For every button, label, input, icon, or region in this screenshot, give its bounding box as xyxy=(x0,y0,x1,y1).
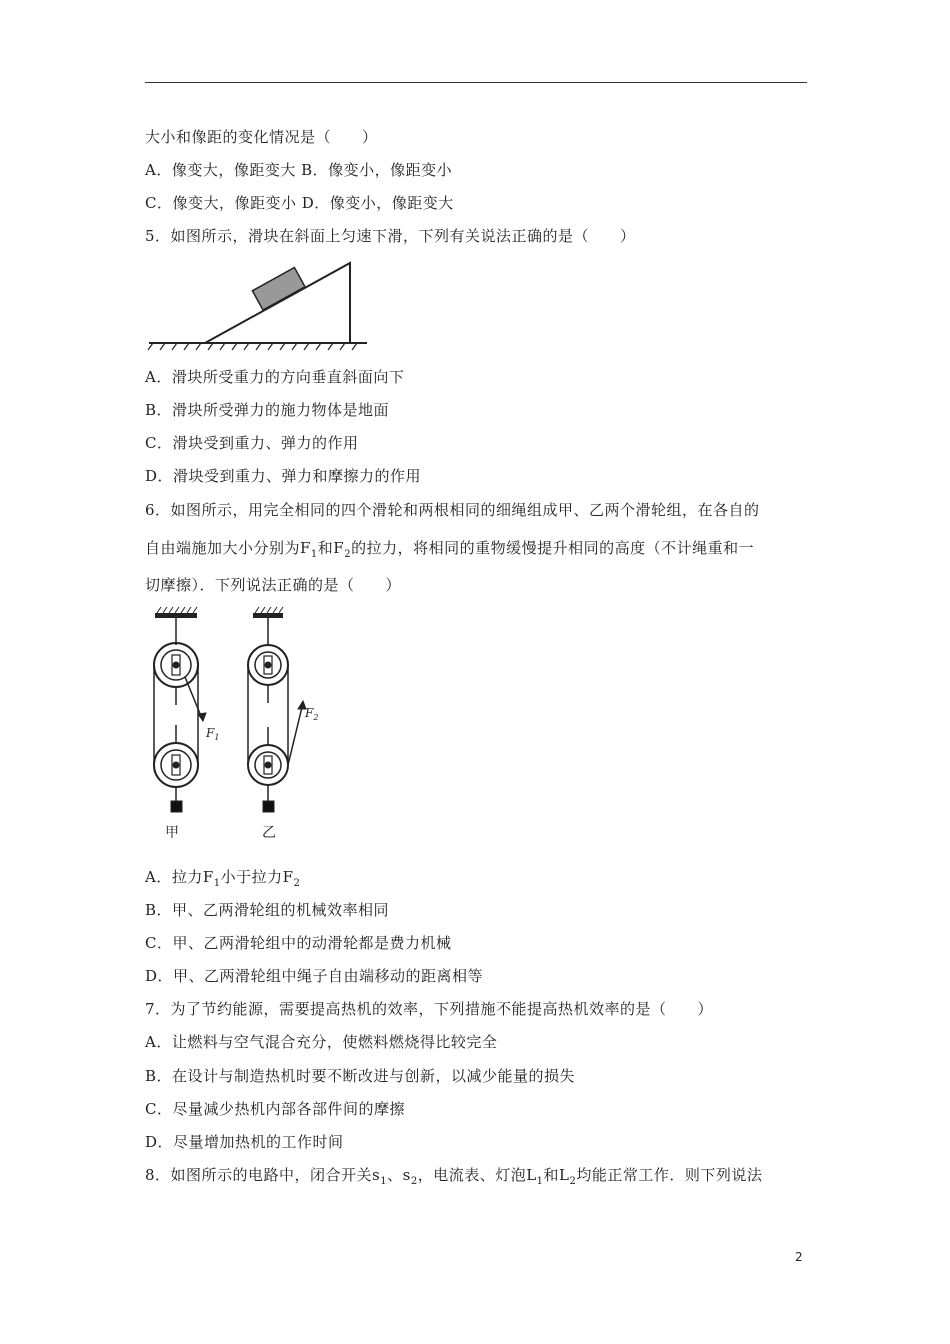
option-line: C．尽量减少热机内部各部件间的摩擦 xyxy=(145,1100,405,1118)
incline-triangle xyxy=(205,263,350,343)
ground-hatching xyxy=(148,343,357,350)
question-8: 8．如图所示的电路中，闭合开关$s_1$、$s_2$，电流表、灯泡$L_1$和$L_2$均能正常工作．则下列说法 xyxy=(145,1166,763,1187)
force-label-f2: $F_2$ xyxy=(305,706,319,722)
page-number: 2 xyxy=(795,1250,803,1264)
label-yi: 乙 xyxy=(262,825,276,841)
pulley-system-left xyxy=(154,607,206,812)
label-jia: 甲 xyxy=(165,825,179,841)
option-line: B．滑块所受弹力的施力物体是地面 xyxy=(145,401,390,419)
question-7: 7．为了节约能源，需要提高热机的效率，下列措施不能提高热机效率的是（ ） xyxy=(145,1000,714,1018)
text-line: 切摩擦）．下列说法正确的是（ ） xyxy=(145,576,402,594)
pulley-system-right xyxy=(248,607,306,812)
pulley-figure xyxy=(145,605,325,845)
incline-figure xyxy=(145,255,375,355)
question-5: 5．如图所示，滑块在斜面上匀速下滑，下列有关说法正确的是（ ） xyxy=(145,227,636,245)
option-line: D．滑块受到重力、弹力和摩擦力的作用 xyxy=(145,467,422,485)
text-line: 自由端施加大小分别为$F_1$和$F_2$的拉力，将相同的重物缓慢提升相同的高度（不计绳重和一 xyxy=(145,539,755,560)
option-line: B．在设计与制造热机时要不断改进与创新，以减少能量的损失 xyxy=(145,1067,576,1085)
option-line: D．甲、乙两滑轮组中绳子自由端移动的距离相等 xyxy=(145,967,484,985)
option-line: C．甲、乙两滑轮组中的动滑轮都是费力机械 xyxy=(145,934,452,952)
option-line: A．让燃料与空气混合充分，使燃料燃烧得比较完全 xyxy=(145,1033,498,1051)
option-line: C．像变大，像距变小 D．像变小，像距变大 xyxy=(145,194,454,212)
question-6: 6．如图所示，用完全相同的四个滑轮和两根相同的细绳组成甲、乙两个滑轮组，在各自的 xyxy=(145,501,760,519)
option-line: A．滑块所受重力的方向垂直斜面向下 xyxy=(145,368,405,386)
force-label-f1: $F_1$ xyxy=(206,726,220,742)
header-rule xyxy=(145,82,807,83)
text-line: 大小和像距的变化情况是（ ） xyxy=(145,128,378,146)
option-line: D．尽量增加热机的工作时间 xyxy=(145,1133,344,1151)
option-line: B．甲、乙两滑轮组的机械效率相同 xyxy=(145,901,390,919)
slider-block xyxy=(252,268,305,310)
option-line: A．拉力$F_1$小于拉力$F_2$ xyxy=(145,868,301,889)
option-line: C．滑块受到重力、弹力的作用 xyxy=(145,434,359,452)
option-line: A．像变大，像距变大 B．像变小，像距变小 xyxy=(145,161,453,179)
